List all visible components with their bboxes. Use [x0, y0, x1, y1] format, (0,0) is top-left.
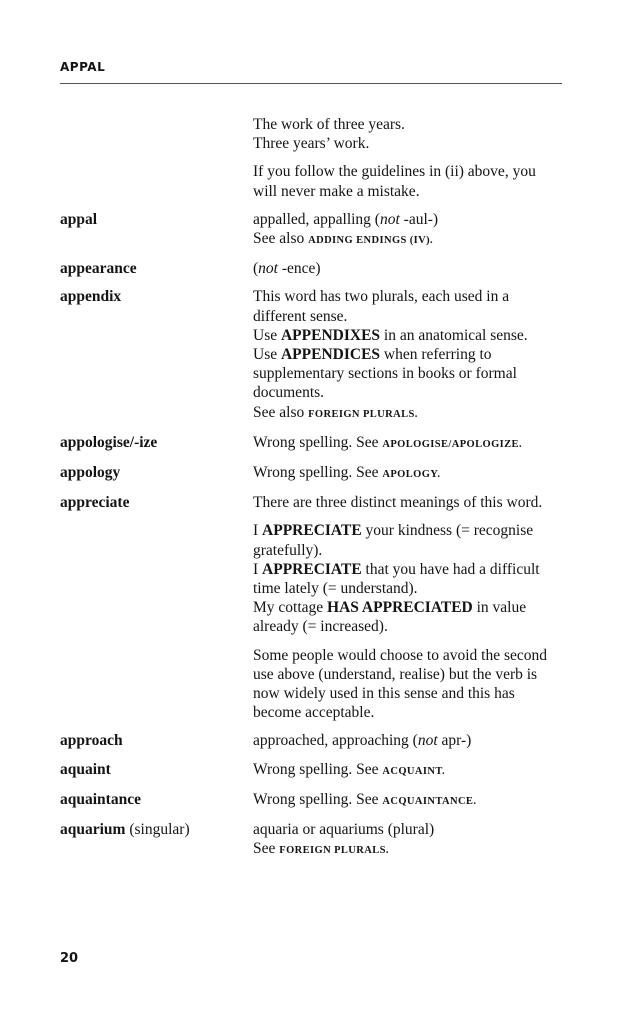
entry-definition: approached, approaching (not apr-)	[253, 732, 472, 750]
cross-reference: ADDING ENDINGS	[308, 235, 407, 247]
entry-aquaintance	[60, 790, 562, 811]
cross-reference: APOLOGISE/APOLOGIZE	[382, 438, 519, 450]
entry-definition: appalled, appalling (not -aul-) See also ADDING ENDINGS (IV).	[253, 210, 439, 248]
entry-appearance	[60, 259, 562, 278]
example-text: The work of three years.	[253, 116, 405, 133]
cross-reference: FOREIGN PLURALS	[279, 845, 386, 857]
cross-reference: ACQUAINTANCE	[382, 795, 474, 807]
header-rule	[60, 83, 562, 84]
entry-term: appearance	[60, 260, 137, 278]
entry-definition: (not -ence)	[253, 260, 321, 278]
entry-term: appendix	[60, 288, 122, 306]
page-number: 20	[60, 951, 79, 966]
entry-term: appologise/-ize	[60, 433, 158, 451]
running-head: APPAL	[60, 60, 106, 74]
entry-definition	[253, 115, 562, 201]
entry-definition: Wrong spelling. See ACQUAINTANCE.	[253, 790, 477, 808]
term-qualifier: (singular)	[125, 821, 190, 839]
entry-appologise	[60, 433, 562, 454]
entry-aquarium	[60, 820, 562, 860]
entry-approach	[60, 731, 562, 750]
entry-definition: aquaria or aquariums (plural) See FOREIGN PLURALS.	[253, 821, 435, 858]
entry-term: approach	[60, 732, 123, 750]
entry-appal	[60, 210, 562, 250]
entry-definition: Wrong spelling. See ACQUAINT.	[253, 760, 446, 778]
cross-reference: ACQUAINT	[382, 765, 442, 777]
note-text: Some people would choose to avoid the second use above (understand, realise) but the verb is now widely used in this sense and this has become acceptable.	[253, 646, 548, 722]
entry-definition: Wrong spelling. See APOLOGY.	[253, 464, 441, 482]
entry-continuation	[60, 115, 562, 201]
dictionary-entries	[60, 115, 562, 870]
example-text: Three years’ work.	[253, 135, 370, 153]
entry-term: aquaintance	[60, 790, 141, 808]
note-text: If you follow the guidelines in (ii) above, you will never make a mistake.	[253, 163, 536, 200]
entry-term: appology	[60, 464, 121, 482]
entry-definition: This word has two plurals, each used in a different sense. Use APPENDIXES in an anatomical sense. Use APPENDICES when referring to supplementary sections in books or formal documents. See also FOREIGN PLURALS.	[253, 288, 528, 421]
entry-appreciate	[60, 493, 562, 722]
entry-appendix	[60, 287, 562, 423]
entry-aquaint	[60, 760, 562, 781]
entry-term: aquarium (singular)	[60, 821, 190, 839]
entry-definition: Wrong spelling. See APOLOGISE/APOLOGIZE.	[253, 433, 522, 451]
cross-reference: APOLOGY	[382, 469, 438, 481]
entry-term: appreciate	[60, 494, 130, 512]
cross-reference: FOREIGN PLURALS	[308, 408, 415, 420]
entry-appology	[60, 463, 562, 484]
entry-term: aquaint	[60, 760, 111, 778]
entry-definition: There are three distinct meanings of this word. I APPRECIATE your kindness (= recognise gratefully). I APPRECIATE that you have had a difficult time lately (= understand). My cottage HAS APPRECIATED in value already (= increased). Some people would choose to avoid the second use above (understand, realise) but the verb is now widely used in this sense and this has become acceptable.	[253, 493, 562, 722]
entry-term: appal	[60, 210, 98, 228]
